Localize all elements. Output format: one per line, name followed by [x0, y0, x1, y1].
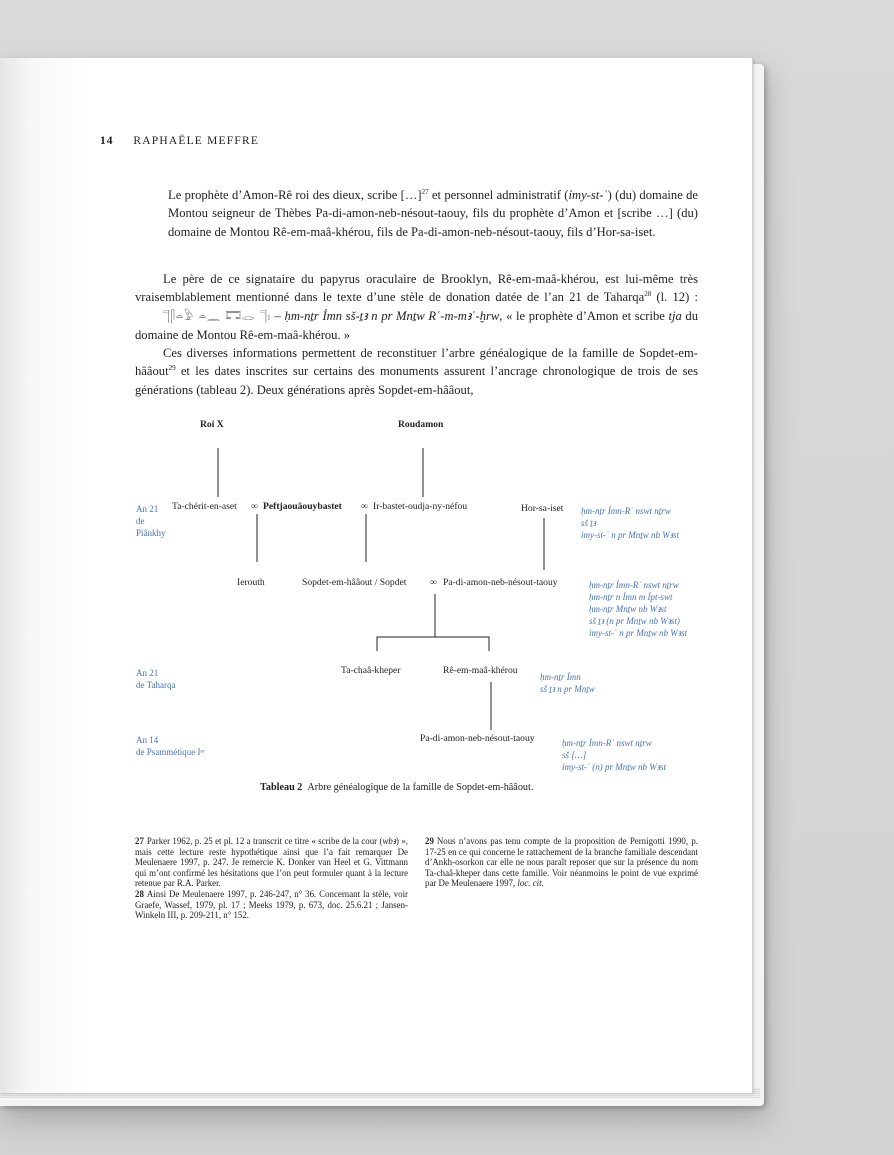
tree-node-ierouth: Ierouth — [237, 577, 265, 588]
tree-node-roi-x: Roi X — [200, 419, 224, 430]
body-text — [135, 270, 698, 399]
titles-hor-sa-iset: ḥm-nṯr Ỉmn-Rʿ nswt nṯrw sš ṯꜣ ỉmy-st-ʿ n pr Mnṯw nb Wꜣst — [581, 506, 679, 540]
caption-text: Arbre généalogique de la famille de Sopdet-em-hââout. — [307, 782, 534, 793]
date-label: An 14 de Psammétique Iᵉʳ — [136, 735, 205, 757]
footnote-28: 28 Ainsi De Meulenaere 1997, p. 246-247, n° 36. Concernant la stèle, voir Graefe, Wassef, 1979, pl. 17 ; Meeks 1979, p. 673, doc. 25.6.21 ; Jansen-Winkeln III, p. 209-211, n° 152. — [135, 888, 408, 921]
running-header — [100, 135, 259, 147]
footnotes-left — [135, 836, 408, 921]
block-quote: Le prophète d’Amon-Rê roi des dieux, scribe […]$^{27}$ et personnel administratif (ỉmy-st-ʿ) (du) domaine de Montou seigneur de Thèbes Pa-di-amon-neb-nésout-taouy, fils du prophète d’Amon et [scribe …] (du) domaine de Montou Rê-em-maâ-khérou, fils de Pa-di-amon-neb-nésout-taouy, fils d’Hor-sa-iset. — [168, 187, 698, 239]
marriage-symbol: ∞ — [430, 577, 437, 588]
table-caption — [260, 782, 533, 793]
caption-label: Tableau 2 — [260, 782, 303, 793]
marriage-symbol: ∞ — [251, 501, 258, 512]
titles-pa-di-amon-1: ḥm-nṯr Ỉmn-Rʿ nswt nṯrw ḥm-nṯr n Ỉmn m Ỉpt-swt ḥm-nṯr Mnṯw nb Wꜣst sš ṯꜣ (n pr Mnṯw nb Wꜣst) ỉmy-st-ʿ n pr Mnṯw nb Wꜣst — [589, 580, 687, 638]
footnote-27: 27 Parker 1962, p. 25 et pl. 12 a transcrit ce titre « scribe de la cour (wbꜣ) », mais cette lecture reste hypothétique ainsi que l’a fait remarquer De Meulenaere 1997, p. 247. Je remercie K. Donker van Heel et G. Vittmann qui m’ont confirmé les hésitations que l’on peut formuler quant à la lecture retenue par R.A. Parker. — [135, 836, 408, 889]
hieroglyph-inscription: 𓊹𓋴𓏏𓅱 𓏏𓈖 𓉐𓂋 𓊹𓏤 — [163, 309, 271, 323]
date-label: An 21 de Piânkhy — [136, 504, 166, 538]
footnotes-right — [425, 836, 698, 889]
tree-node-ir-bastet-oudja-ny-nefou: Ir-bastet-oudja-ny-néfou — [373, 501, 468, 512]
footnote-ref-27[interactable]: 27 — [421, 187, 429, 196]
tree-node-re-em-maa-kherou: Rê-em-maâ-khérou — [443, 665, 518, 676]
date-label: An 21 de Taharqa — [136, 668, 176, 690]
tree-node-pa-di-amon-2: Pa-di-amon-neb-nésout-taouy — [420, 733, 535, 744]
titles-re-em-maa-kherou: ḥm-nṯr Ỉmn sš ṯꜣ n pr Mnṯw — [540, 672, 595, 694]
tree-node-sopdet-em-haaout: Sopdet-em-hââout / Sopdet — [302, 577, 407, 588]
tree-node-ta-chaa-kheper: Ta-chaâ-kheper — [341, 665, 401, 676]
paragraph: Le père de ce signataire du papyrus oraculaire de Brooklyn, Rê-em-maâ-khérou, est lui-même très vraisemblablement mentionné dans le texte d’une stèle de donation datée de l’an 21 de Taharqa$^{28}$ (l. 12) : 𓊹𓋴𓏏𓅱 𓏏𓈖 𓉐𓂋 𓊹𓏤 – ḥm-nṯr Ỉmn sš-ṯꜣ n pr Mnṯw Rʿ-m-mꜣʿ-ḫrw, « le prophète d’Amon et scribe tja du domaine de Montou Rê-em-maâ-khérou. » — [135, 272, 698, 342]
footnote-ref-29[interactable]: 29 — [168, 364, 176, 373]
marriage-symbol: ∞ — [361, 501, 368, 512]
running-author: RAPHAËLE MEFFRE — [133, 135, 260, 147]
tree-node-hor-sa-iset: Hor-sa-iset — [521, 503, 564, 514]
footnote-29: 29 Nous n’avons pas tenu compte de la proposition de Pernigotti 1990, p. 17-25 en ce qui concerne le rattachement de la branche familiale descendant d’Ankh-osorkon car elle ne nous paraît reposer que sur la présence du nom Ta-chaâ-kheper dans cette famille. Voir néanmoins le point de vue exprimé par De Meulenaere 1997, loc. cit. — [425, 836, 698, 889]
tree-node-ta-cherit-en-aset: Ta-chérit-en-aset — [172, 501, 237, 512]
footnote-ref-28[interactable]: 28 — [644, 290, 652, 299]
titles-pa-di-amon-2: ḥm-nṯr Ỉmn-Rʿ nswt nṯrw sš […] ỉmy-st-ʿ (n) pr Mnṯw nb Wꜣst — [562, 738, 666, 772]
tree-node-pa-di-amon-1: Pa-di-amon-neb-nésout-taouy — [443, 577, 558, 588]
page-number: 14 — [100, 135, 114, 147]
paragraph: Ces diverses informations permettent de reconstituer l’arbre généalogique de la famille de Sopdet-em-hââout$^{29}$ et les dates inscrites sur certains des monuments assurent l’ancrage chronologique de trois de ses générations (tableau 2). Deux générations après Sopdet-em-hââout, — [135, 346, 698, 397]
tree-node-roudamon: Roudamon — [398, 419, 444, 430]
tree-node-peftjaouaouybastet: Peftjaouâouybastet — [263, 501, 342, 512]
